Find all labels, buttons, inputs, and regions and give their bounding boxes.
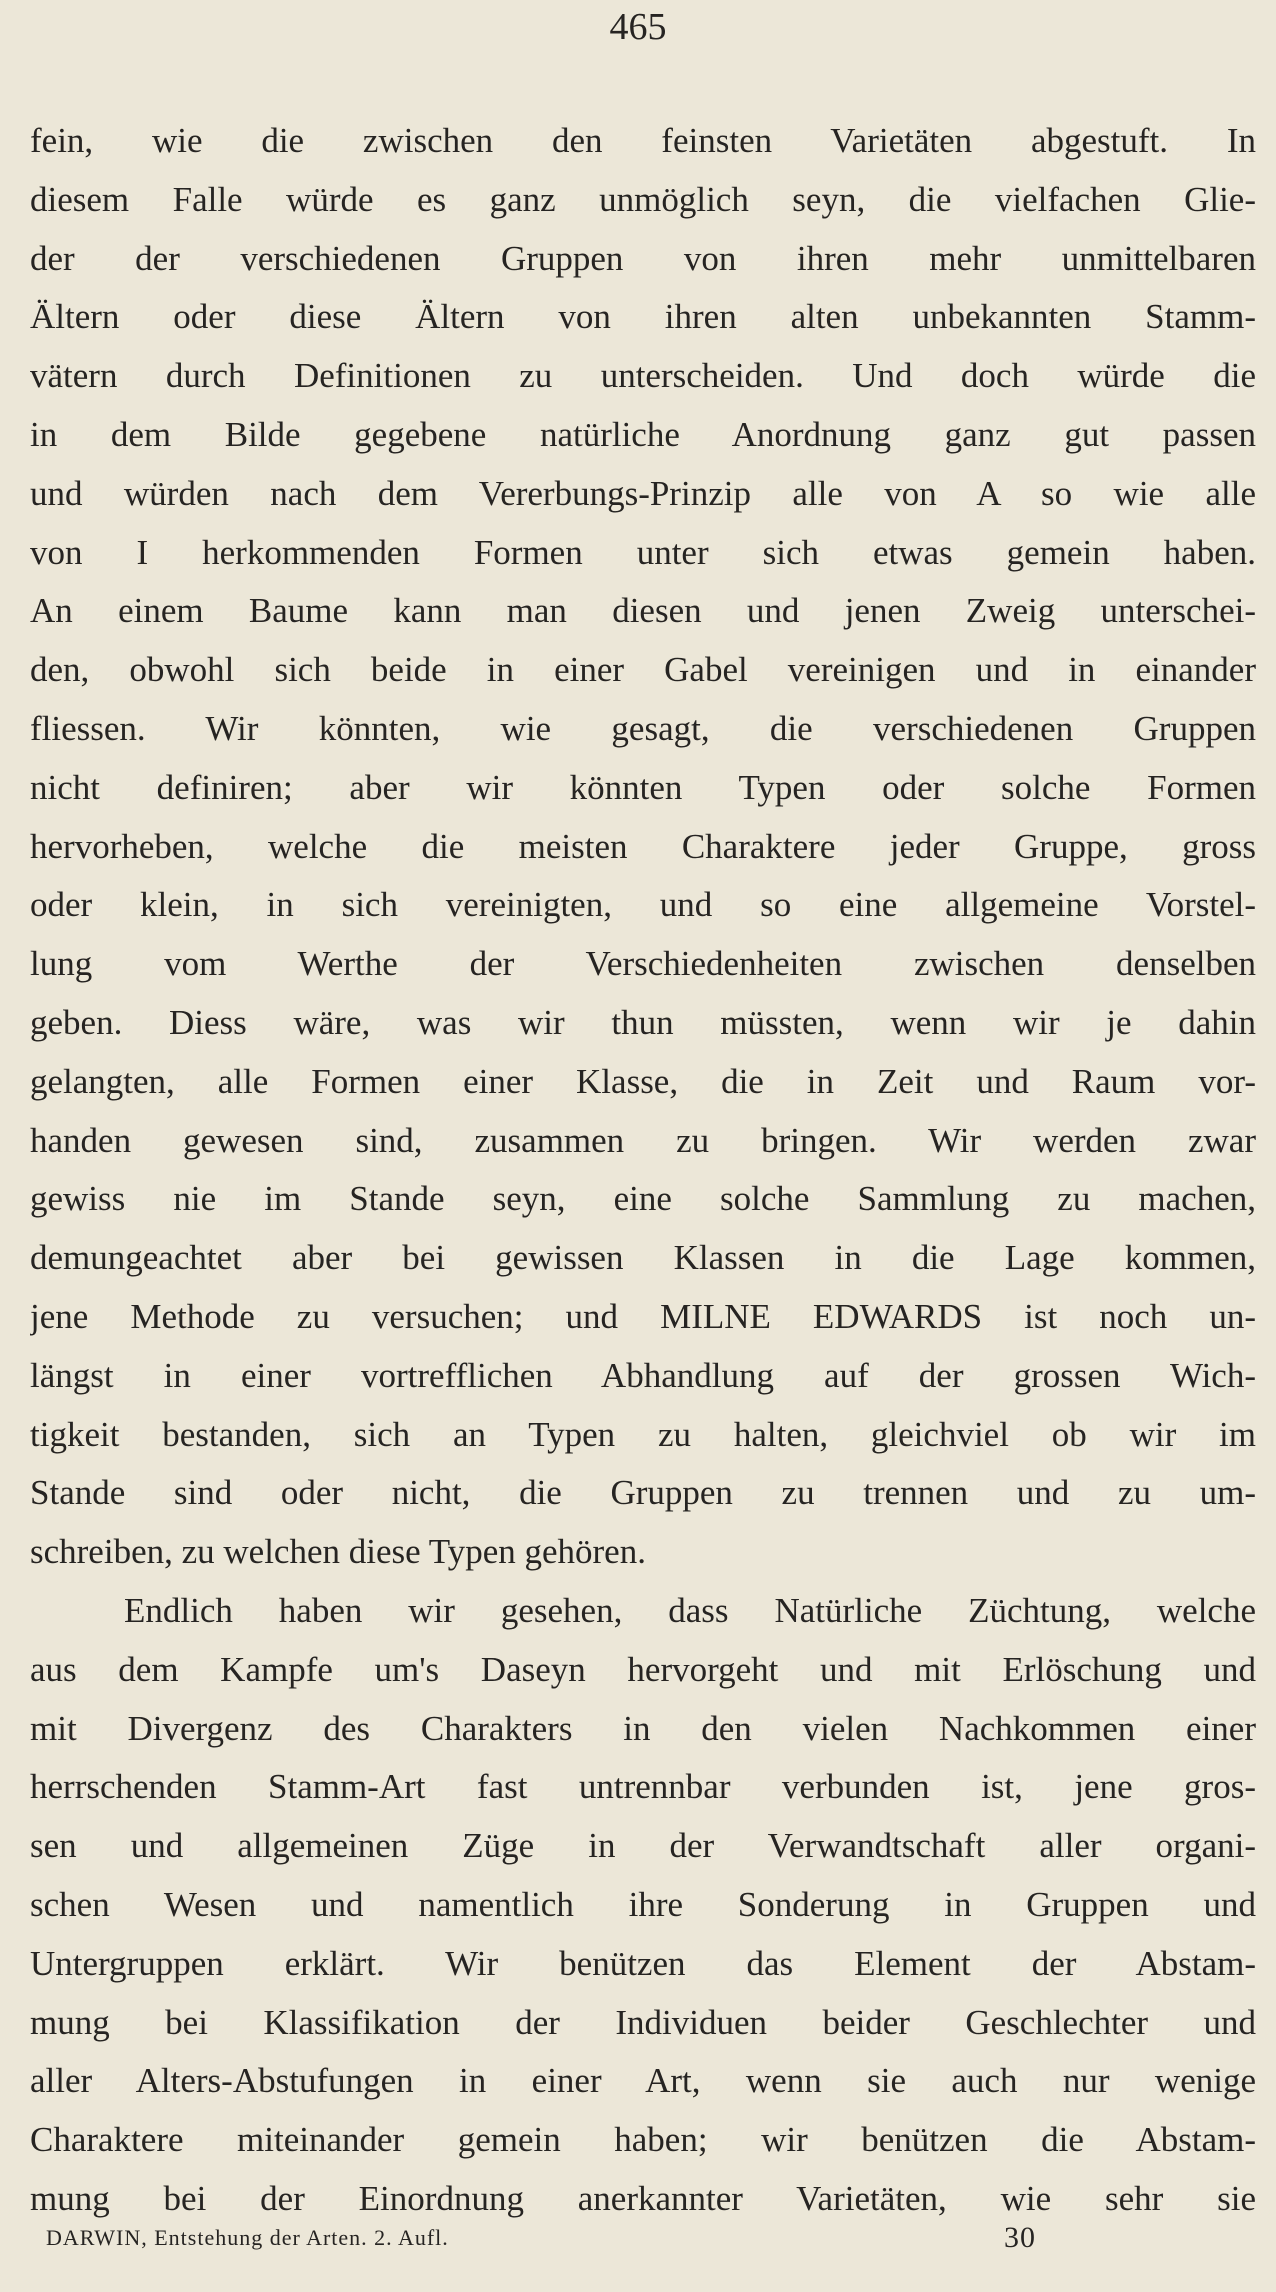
text-line: schen Wesen und namentlich ihre Sonderung in Gruppen und [30,1884,1256,1924]
text-line: gewiss nie im Stande seyn, eine solche Sammlung zu machen, [30,1179,1256,1219]
text-line: Charaktere miteinander gemein haben; wir benützen die Abstam- [30,2120,1256,2160]
text-line: demungeachtet aber bei gewissen Klassen in die Lage kommen, [30,1238,1256,1278]
page-number: 465 [609,6,667,48]
text-line: nicht definiren; aber wir könnten Typen oder solche Formen [30,767,1256,807]
text-line: lung vom Werthe der Verschiedenheiten zwischen denselben [30,944,1256,984]
text-line: längst in einer vortrefflichen Abhandlung auf der grossen Wich- [30,1355,1256,1395]
body-text [30,112,1256,2229]
text-line: mit Divergenz des Charakters in den vielen Nachkommen einer [30,1708,1256,1748]
footer-reference: DARWIN, Entstehung der Arten. 2. Aufl. [46,2225,449,2250]
signature-mark: 30 [1004,2221,1036,2254]
text-line: aller Alters-Abstufungen in einer Art, wenn sie auch nur wenige [30,2061,1256,2101]
text-line: Untergruppen erklärt. Wir benützen das Element der Abstam- [30,1943,1256,1983]
text-line: An einem Baume kann man diesen und jenen Zweig unterschei- [30,591,1256,631]
text-line: tigkeit bestanden, sich an Typen zu halten, gleichviel ob wir im [30,1414,1256,1454]
text-line: der der verschiedenen Gruppen von ihren mehr unmittelbaren [30,238,1256,278]
text-line: geben. Diess wäre, was wir thun müssten, wenn wir je dahin [30,1002,1256,1042]
text-line: mung bei der Einordnung anerkannter Varietäten, wie sehr sie [30,2178,1256,2218]
text-line: sen und allgemeinen Züge in der Verwandtschaft aller organi- [30,1826,1256,1866]
text-line: Stande sind oder nicht, die Gruppen zu trennen und zu um- [30,1473,1256,1513]
text-line: jene Methode zu versuchen; und MILNE EDWARDS ist noch un- [30,1296,1256,1336]
text-line: handen gewesen sind, zusammen zu bringen. Wir werden zwar [30,1120,1256,1160]
text-line: hervorheben, welche die meisten Charaktere jeder Gruppe, gross [30,826,1256,866]
text-line: in dem Bilde gegebene natürliche Anordnung ganz gut passen [30,414,1256,454]
text-line: fliessen. Wir könnten, wie gesagt, die verschiedenen Gruppen [30,708,1256,748]
text-line: Ältern oder diese Ältern von ihren alten unbekannten Stamm- [30,297,1256,337]
text-line: den, obwohl sich beide in einer Gabel vereinigen und in einander [30,650,1256,690]
text-line: diesem Falle würde es ganz unmöglich seyn, die vielfachen Glie- [30,179,1256,219]
text-line: mung bei Klassifikation der Individuen beider Geschlechter und [30,2002,1256,2042]
page-footer [46,2218,1046,2258]
text-line: vätern durch Definitionen zu unterscheiden. Und doch würde die [30,356,1256,396]
text-line: herrschenden Stamm-Art fast untrennbar verbunden ist, jene gros- [30,1767,1256,1807]
text-line: fein, wie die zwischen den feinsten Varietäten abgestuft. In [30,121,1256,160]
text-line: aus dem Kampfe um's Daseyn hervorgeht und mit Erlöschung und [30,1649,1256,1689]
text-line: von I herkommenden Formen unter sich etwas gemein haben. [30,532,1256,572]
text-line: und würden nach dem Vererbungs-Prinzip alle von A so wie alle [30,473,1256,513]
text-line: schreiben, zu welchen diese Typen gehören. [30,1532,646,1572]
paragraph-start-line: Endlich haben wir gesehen, dass Natürliche Züchtung, welche [124,1590,1256,1630]
text-line: gelangten, alle Formen einer Klasse, die in Zeit und Raum vor- [30,1061,1256,1101]
text-line: oder klein, in sich vereinigten, und so eine allgemeine Vorstel- [30,885,1256,925]
